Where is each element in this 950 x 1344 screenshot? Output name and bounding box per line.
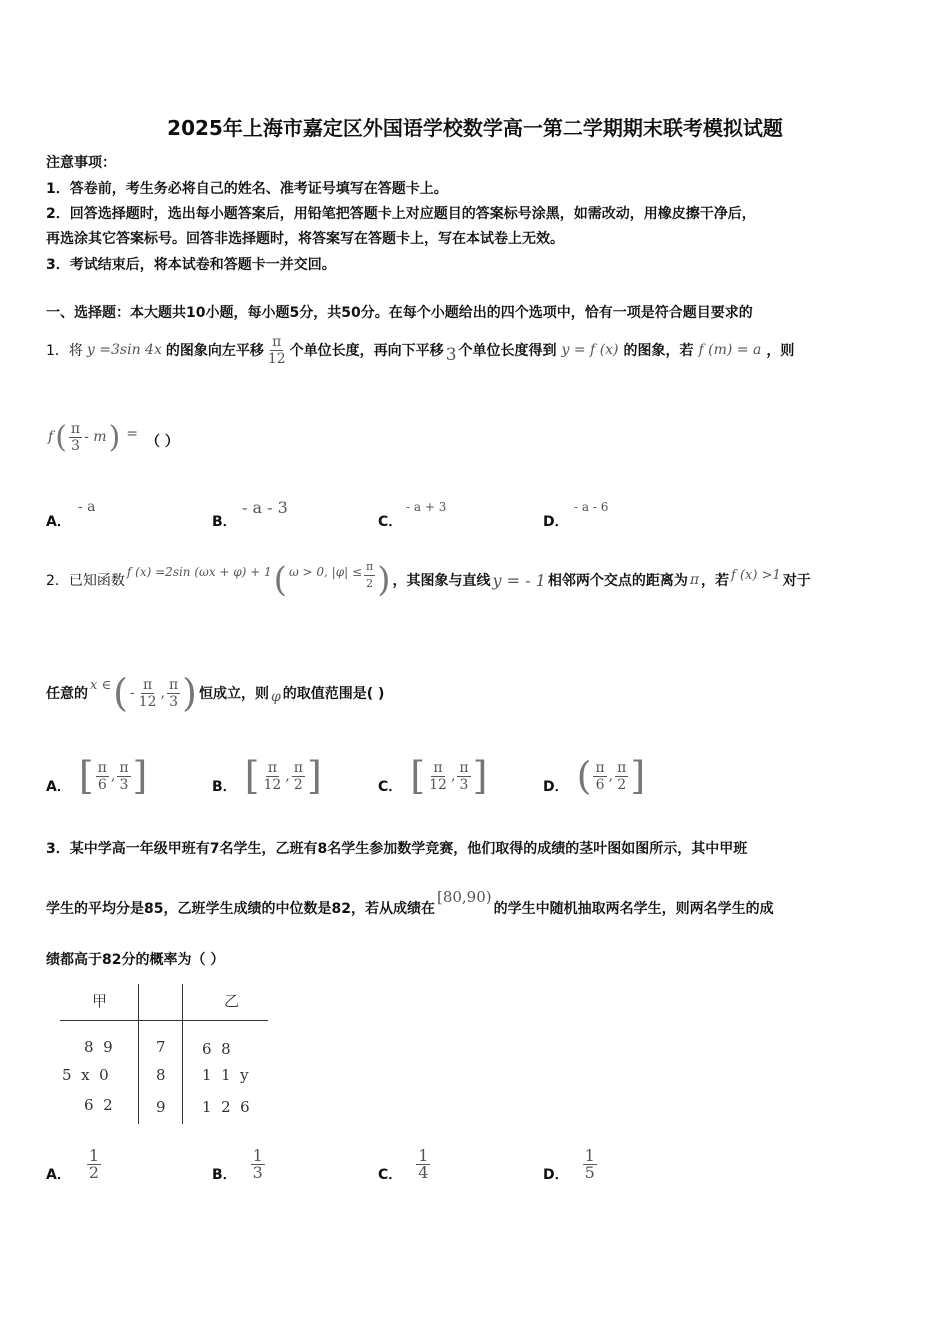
stem-row-stem: 8 bbox=[156, 1066, 166, 1084]
notice-heading: 注意事项： bbox=[46, 155, 116, 171]
question-1-stem bbox=[46, 332, 794, 368]
divider bbox=[182, 984, 183, 1124]
q1-expr-fm: f (m) = a bbox=[698, 342, 762, 358]
q1-f: f bbox=[48, 429, 54, 445]
divider bbox=[60, 1020, 268, 1021]
q1-text: 个单位长度，再向下平移 bbox=[289, 343, 444, 359]
right-paren-icon: ) bbox=[108, 419, 121, 455]
question-2-stem bbox=[46, 558, 811, 602]
stem-header-left: 甲 bbox=[92, 992, 108, 1010]
stem-leaf-plot bbox=[58, 980, 278, 1130]
q2-interval-a: $\frac{\pi}{12}$ bbox=[138, 676, 157, 710]
stem-row-left: 6 2 bbox=[84, 1096, 113, 1114]
stem-row-left: 8 9 bbox=[84, 1038, 113, 1056]
q1-pi-over-3: $\frac{\pi}{3}$ bbox=[70, 420, 81, 454]
left-paren-icon: ( bbox=[55, 419, 67, 455]
q2-option-a[interactable]: A． [ $\frac{\pi}{6}$ , $\frac{\pi}{3}$ ] bbox=[46, 754, 148, 798]
q1-text: 个单位长度得到 bbox=[458, 343, 557, 359]
q1-option-b-label[interactable]: B． bbox=[212, 514, 237, 530]
q2-text: 的取值范围是( ) bbox=[282, 686, 385, 702]
q3-line-2: 学生的平均分是85，乙班学生成绩的中位数是82，若从成绩在 [80,90) 的学生中随机抽取两名学生，则两名学生的成 bbox=[46, 888, 774, 917]
q1-three: 3 bbox=[445, 345, 457, 365]
page-title: 2025年上海市嘉定区外国语学校数学高一第二学期期末联考模拟试题 bbox=[167, 116, 783, 140]
q2-option-b[interactable]: B． [ $\frac{\pi}{12}$ , $\frac{\pi}{2}$ ] bbox=[212, 754, 322, 798]
q1-option-a-value: - a bbox=[78, 499, 96, 515]
q2-pi: π bbox=[689, 572, 700, 588]
q1-shift-fraction: $\frac{\pi}{12}$ bbox=[267, 333, 286, 367]
divider bbox=[138, 984, 139, 1124]
q3-line-3: 绩都高于82分的概率为（ ） bbox=[46, 952, 225, 968]
q2-expr-f: f (x) =2sin (ωx + φ) + 1 bbox=[126, 565, 272, 579]
left-paren-icon: ( bbox=[273, 560, 287, 600]
q1-option-d-label[interactable]: D． bbox=[543, 514, 569, 530]
q2-phi: φ bbox=[270, 689, 281, 705]
notice-item: 3．考试结束后，将本试卷和答题卡一并交回。 bbox=[46, 257, 336, 273]
q2-interval-b: $\frac{\pi}{3}$ bbox=[168, 676, 179, 710]
stem-row-right: 1 1 y bbox=[202, 1066, 249, 1084]
q2-text: ，若 bbox=[701, 573, 730, 589]
q2-text: 对于 bbox=[782, 573, 811, 589]
q2-option-d[interactable]: D． ( $\frac{\pi}{6}$ , $\frac{\pi}{2}$ ] bbox=[543, 754, 646, 798]
q2-number: 2．已知函数 bbox=[46, 573, 125, 589]
stem-row-right: 1 2 6 bbox=[202, 1098, 250, 1116]
q1-option-c-label[interactable]: C． bbox=[378, 514, 403, 530]
notice-item: 2．回答选择题时，选出每小题答案后，用铅笔把答题卡上对应题目的答案标号涂黑，如需改动，用橡皮擦干净后， bbox=[46, 206, 756, 222]
q2-text: 恒成立，则 bbox=[198, 686, 269, 702]
q1-option-a-label[interactable]: A． bbox=[46, 514, 71, 530]
comma: , bbox=[160, 685, 165, 701]
q2-condition: ω > 0, |φ| ≤ bbox=[288, 565, 363, 579]
q3-option-b[interactable]: B． $\frac{1}{3}$ bbox=[212, 1145, 263, 1183]
q3-line-1: 3．某中学高一年级甲班有7名学生，乙班有8名学生参加数学竞赛，他们取得的成绩的茎叶图如图所示，其中甲班 bbox=[46, 841, 748, 857]
notice-item: 再选涂其它答案标号。回答非选择题时，将答案写在答题卡上，写在本试卷上无效。 bbox=[46, 231, 564, 247]
notice-item: 1．答卷前，考生务必将自己的姓名、准考证号填写在答题卡上。 bbox=[46, 181, 448, 197]
q1-option-c-value: - a + 3 bbox=[406, 500, 447, 514]
q2-text: 任意的 bbox=[46, 686, 88, 702]
q1-minus-m: - m bbox=[84, 429, 107, 445]
q1-text: ，则 bbox=[766, 343, 795, 359]
question-2-condition bbox=[46, 670, 384, 716]
q1-text: 的图象向左平移 bbox=[165, 343, 264, 359]
q3-option-c[interactable]: C． $\frac{1}{4}$ bbox=[378, 1145, 429, 1183]
stem-row-left: 5 x 0 bbox=[62, 1066, 109, 1084]
stem-row-stem: 9 bbox=[156, 1098, 166, 1116]
q1-option-b-value: - a - 3 bbox=[242, 498, 288, 517]
q2-text: ，其图象与直线 bbox=[392, 573, 491, 589]
minus-sign: - bbox=[129, 685, 135, 701]
q1-number: 1．将 bbox=[46, 343, 83, 359]
q2-cond-fraction: $\frac{\pi}{2}$ bbox=[366, 559, 374, 590]
q1-blank: （ ） bbox=[146, 434, 179, 450]
right-paren-icon: ) bbox=[182, 671, 197, 715]
q2-expr-fx: f (x) >1 bbox=[731, 567, 781, 583]
stem-header-right: 乙 bbox=[224, 992, 240, 1010]
q1-expression bbox=[48, 414, 179, 460]
stem-row-stem: 7 bbox=[156, 1038, 166, 1056]
q2-text: 相邻两个交点的距离为 bbox=[547, 573, 688, 589]
section-heading: 一、选择题：本大题共10小题，每小题5分，共50分。在每个小题给出的四个选项中，恰有一项是符合题目要求的 bbox=[46, 305, 753, 321]
q2-expr-y: y = - 1 bbox=[492, 570, 546, 590]
q1-text: 的图象，若 bbox=[623, 343, 694, 359]
q2-option-c[interactable]: C． [ $\frac{\pi}{12}$ , $\frac{\pi}{3}$ ] bbox=[378, 754, 488, 798]
q1-option-d-value: - a - 6 bbox=[574, 500, 609, 514]
left-paren-icon: ( bbox=[113, 671, 128, 715]
q3-interval: [80,90) bbox=[436, 888, 492, 906]
q1-equals: = bbox=[126, 426, 139, 442]
right-paren-icon: ) bbox=[377, 560, 391, 600]
stem-row-right: 6 8 bbox=[202, 1040, 231, 1058]
q1-expr-f: y = f (x) bbox=[561, 342, 619, 358]
q1-expr-y: y =3sin 4x bbox=[86, 342, 162, 358]
q3-option-a[interactable]: A． $\frac{1}{2}$ bbox=[46, 1145, 100, 1183]
q2-x-in: x ∈ bbox=[90, 677, 112, 693]
q3-option-d[interactable]: D． $\frac{1}{5}$ bbox=[543, 1145, 595, 1183]
